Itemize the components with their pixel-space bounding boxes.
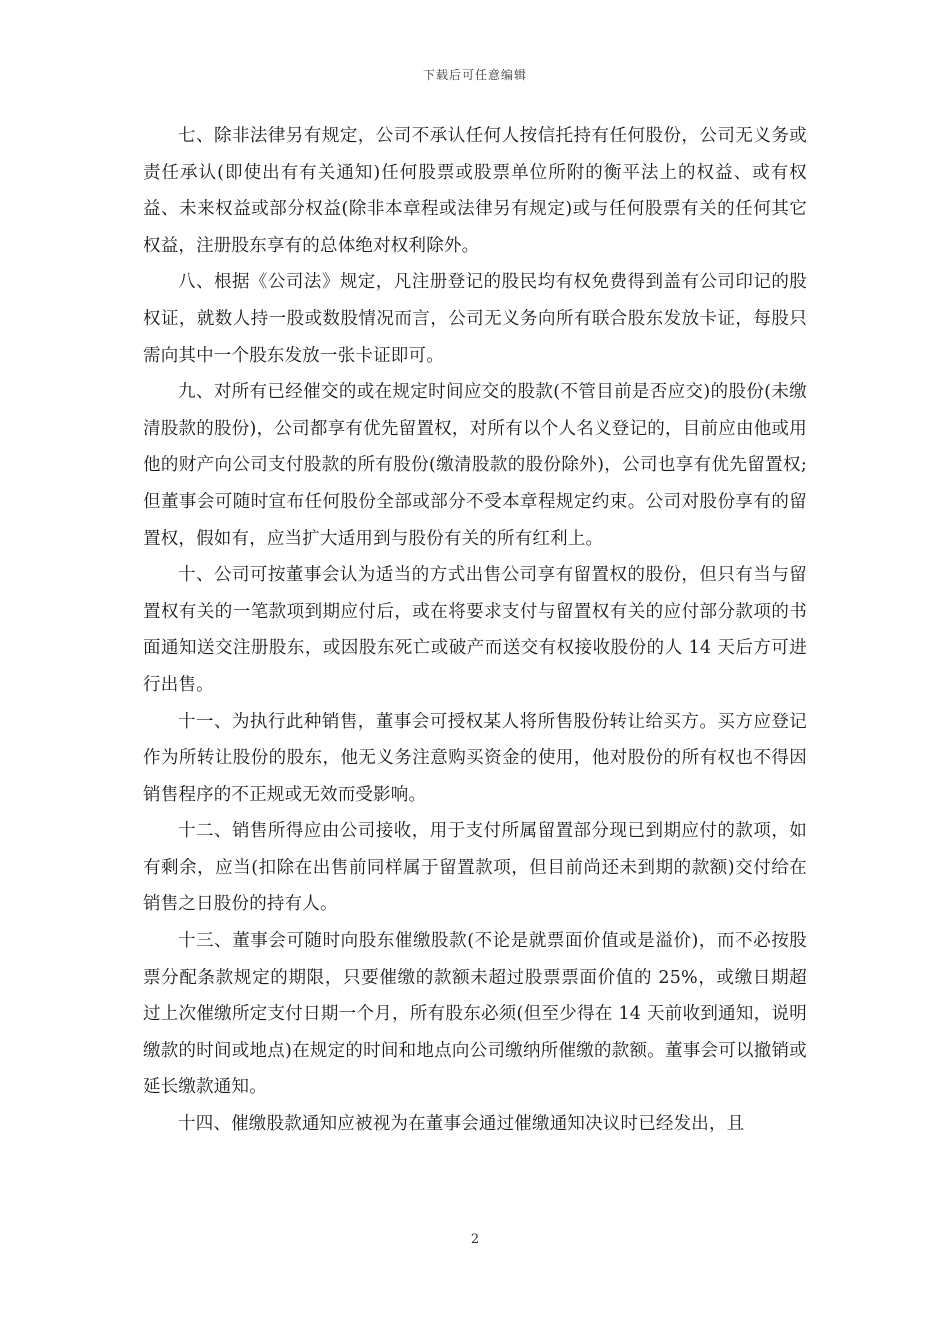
page-number: 2 bbox=[470, 1232, 480, 1247]
paragraph-9: 九、对所有已经催交的或在规定时间应交的股款(不管目前是否应交)的股份(未缴清股款的股份)，公司都享有优先留置权，对所有以个人名义登记的，目前应由他或用他的财产向公司支付股款的所有股份(缴清股款的股份除外)，公司也享有优先留置权;但董事会可随时宣布任何股份全部或部分不受本章程规定约束。公司对股份享有的留置权，假如有，应当扩大适用到与股份有关的所有红利上。 bbox=[143, 382, 807, 549]
paragraph-7: 七、除非法律另有规定，公司不承认任何人按信托持有任何股份，公司无义务或责任承认(即使出有有关通知)任何股票或股票单位所附的衡平法上的权益、或有权益、未来权益或部分权益(除非本章程或法律另有规定)或与任何股票有关的任何其它权益，注册股东享有的总体绝对权利除外。 bbox=[143, 126, 807, 256]
paragraph-11: 十一、为执行此种销售，董事会可授权某人将所售股份转让给买方。买方应登记作为所转让股份的股东，他无义务注意购买资金的使用，他对股份的所有权也不得因销售程序的不正规或无效而受影响。 bbox=[143, 711, 807, 805]
page-header: 下载后可任意编辑 bbox=[422, 68, 527, 82]
paragraph-10: 十、公司可按董事会认为适当的方式出售公司享有留置权的股份，但只有当与留置权有关的一笔款项到期应付后，或在将要求支付与留置权有关的应付部分款项的书面通知送交注册股东，或因股东死亡或破产而送交有权接收股份的人 14 天后方可进行出售。 bbox=[143, 565, 807, 695]
paragraph-8: 八、根据《公司法》规定，凡注册登记的股民均有权免费得到盖有公司印记的股权证，就数人持一股或数股情况而言，公司无义务向所有联合股东发放卡证，每股只需向其中一个股东发放一张卡证即可。 bbox=[143, 272, 807, 366]
paragraph-12: 十二、销售所得应由公司接收，用于支付所属留置部分现已到期应付的款项，如有剩余，应当(扣除在出售前同样属于留置款项，但目前尚还未到期的款额)交付给在销售之日股份的持有人。 bbox=[143, 821, 807, 915]
paragraph-14: 十四、催缴股款通知应被视为在董事会通过催缴通知决议时已经发出，且 bbox=[178, 1114, 745, 1135]
document-body bbox=[143, 118, 807, 1143]
paragraph-13: 十三、董事会可随时向股东催缴股款(不论是就票面价值或是溢价)，而不必按股票分配条款规定的期限，只要催缴的款额未超过股票票面价值的 25%，或缴日期超过上次催缴所定支付日期一个月，所有股东必须(但至少得在 14 天前收到通知，说明缴款的时间或地点)在规定的时间和地点向公司缴纳所催缴的款额。董事会可以撤销或延长缴款通知。 bbox=[143, 931, 807, 1098]
